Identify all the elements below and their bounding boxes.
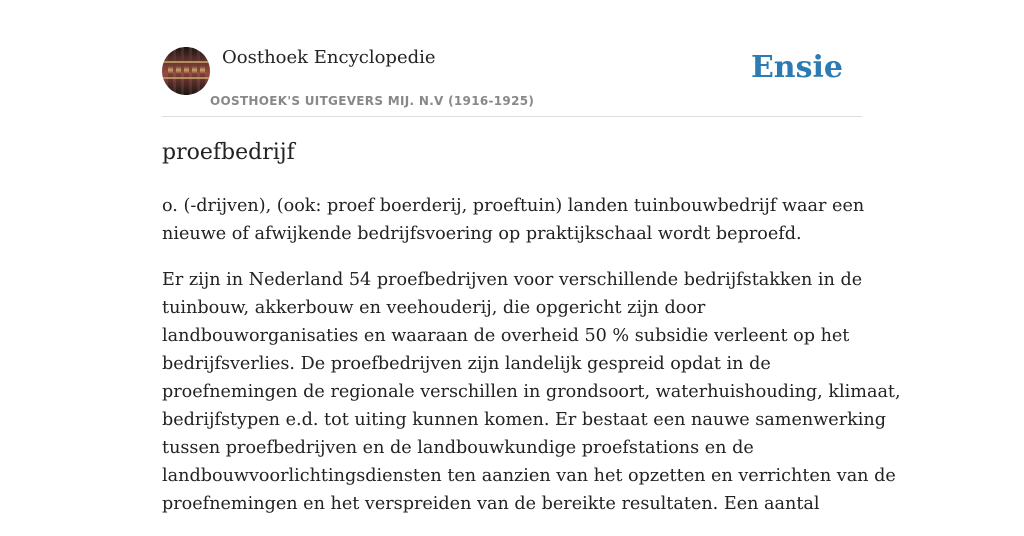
text-line: tussen proefbedrijven en de landbouwkundige proefstations en de	[162, 438, 754, 458]
text-line: bedrijfsverlies. De proefbedrijven zijn landelijk gespreid opdat in de	[162, 354, 771, 374]
publisher-label: OOSTHOEK'S UITGEVERS MIJ. N.V (1916-1925)	[210, 94, 535, 108]
definition-paragraph	[162, 192, 865, 248]
text-line: landbouworganisaties en waaraan de overheid 50 % subsidie verleent op het	[162, 326, 850, 346]
text-line: proefnemingen de regionale verschillen in grondsoort, waterhuishouding, klimaat,	[162, 382, 901, 402]
text-line: Er zijn in Nederland 54 proefbedrijven voor verschillende bedrijfstakken in de	[162, 270, 863, 290]
article-body	[162, 192, 901, 536]
text-line: o. (-drijven), (ook: proef boerderij, proeftuin) landen tuinbouwbedrijf waar een	[162, 196, 865, 216]
text-line: proefnemingen en het verspreiden van de bereikte resultaten. Een aantal	[162, 494, 820, 514]
text-line: bedrijfstypen e.d. tot uiting kunnen komen. Er bestaat een nauwe samenwerking	[162, 410, 886, 430]
site-header	[162, 46, 862, 117]
encyclopedia-name-link[interactable]: Oosthoek Encyclopedie	[222, 47, 436, 68]
ensie-logo[interactable]: Ensie	[750, 50, 843, 85]
body-paragraph	[162, 266, 901, 518]
text-line: tuinbouw, akkerbouw en veehouderij, die opgericht zijn door	[162, 298, 706, 318]
text-line: landbouwvoorlichtingsdiensten ten aanzien van het opzetten en verrichten van de	[162, 466, 896, 486]
text-line: nieuwe of afwijkende bedrijfsvoering op praktijkschaal wordt beproefd.	[162, 224, 802, 244]
article-title: proefbedrijf	[162, 140, 295, 165]
encyclopedia-books-avatar[interactable]	[162, 47, 210, 95]
